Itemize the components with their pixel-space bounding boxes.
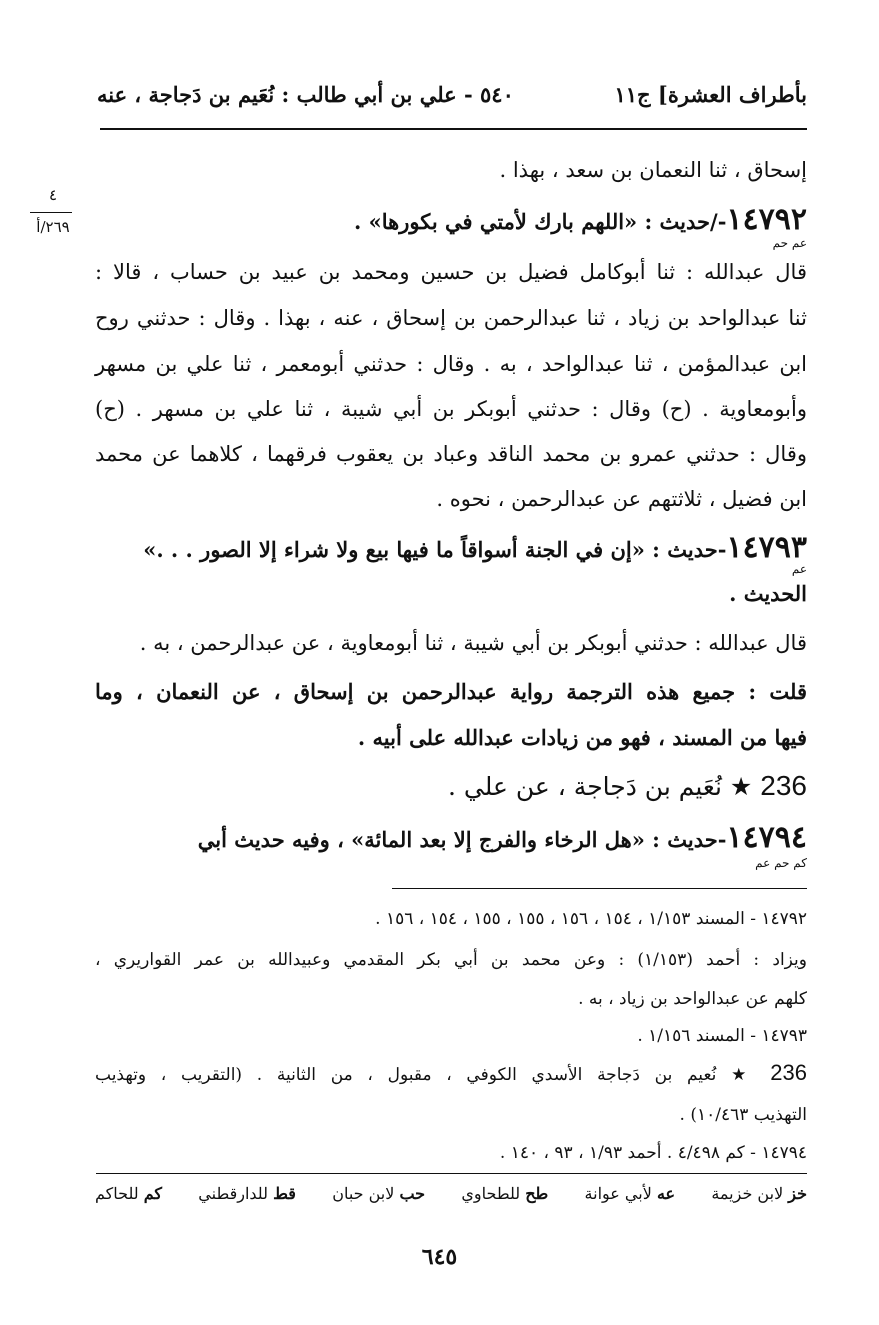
text-line: قال عبدالله : ثنا أبوكامل فضيل بن حسين ومحمد بن عبيد بن حساب ، قالا : <box>95 260 807 284</box>
hadith-heading-14794 <box>95 820 807 858</box>
hadith-text: -حديث : «إن في الجنة أسواقاً ما فيها بيع ولا شراء إلا الصور . . .» <box>143 537 727 562</box>
text-line: ثنا عبدالواحد بن زياد ، ثنا عبدالرحمن بن إسحاق ، عنه ، بهذا . وقال : حدثني روح <box>95 306 807 330</box>
footnote-biography-number: 236 <box>770 1060 807 1085</box>
hadith-heading-14792 <box>95 202 807 240</box>
running-header <box>97 82 807 114</box>
hadith-text: -/حديث : «اللهم بارك لأمتي في بكورها» . <box>354 209 727 234</box>
text-line: قلت : جميع هذه الترجمة رواية عبدالرحمن بن إسحاق ، عن النعمان ، وما <box>95 679 807 704</box>
abbreviation-item: طح للطحاوي <box>461 1184 549 1203</box>
footnote-text: نُعيم بن دَجاجة الأسدي الكوفي ، مقبول ، من الثانية . (التقريب ، وتهذيب <box>95 1065 717 1085</box>
text-line: قال عبدالله : حدثني أبوبكر بن أبي شيبة ، ثنا أبومعاوية ، عن عبدالرحمن ، به . <box>139 631 807 655</box>
header-chapter-title: ٥٤٠ - علي بن أبي طالب : نُعَيم بن دَجاجة ، عنه <box>97 82 514 107</box>
abbreviation-rule <box>96 1173 807 1174</box>
footnote: كلهم عن عبدالواحد بن زياد ، به . <box>578 989 807 1009</box>
biography-heading <box>95 768 807 805</box>
text-line: فيها من المسند ، فهو من زيادات عبدالله على أبيه . <box>357 725 807 750</box>
footnote: ١٤٧٩٣ - المسند ١/١٥٦ . <box>637 1026 807 1046</box>
margin-note-top: ٤ <box>48 186 58 204</box>
source-sigla: كم حم عم <box>755 856 807 870</box>
abbreviation-item: عه لأبي عوانة <box>584 1184 676 1203</box>
abbreviation-item: حب لابن حبان <box>332 1184 426 1203</box>
margin-fraction-bar <box>30 212 72 213</box>
star-icon: ★ <box>731 1065 756 1085</box>
hadith-number: ١٤٧٩٤ <box>726 820 807 855</box>
hadith-text: -حديث : «هل الرخاء والفرج إلا بعد المائة» ، وفيه حديث أبي <box>197 827 727 852</box>
star-icon: ★ <box>729 772 753 801</box>
abbreviation-item: قط للدارقطني <box>198 1184 296 1203</box>
footnote-rule <box>392 888 807 889</box>
text-line: وقال : حدثني عمرو بن محمد الناقد وعباد بن يعقوب فرقهما ، كلاهما عن محمد <box>95 442 807 466</box>
text-line: ابن فضيل ، ثلاثتهم عن عبدالرحمن ، نحوه . <box>436 487 807 511</box>
page-number: ٦٤٥ <box>421 1244 458 1270</box>
text-line: ابن عبدالمؤمن ، ثنا عبدالواحد ، به . وقال : حدثني أبومعمر ، ثنا علي بن مسهر <box>95 352 807 376</box>
header-rule <box>100 128 807 130</box>
footnote: التهذيب ١٠/٤٦٣) . <box>679 1105 807 1125</box>
abbreviation-item: خز لابن خزيمة <box>711 1184 807 1203</box>
hadith-number: ١٤٧٩٢ <box>726 202 807 237</box>
footnote: ويزاد : أحمد (١/١٥٣) : وعن محمد بن أبي بكر المقدمي وعبيدالله بن عمر القواريري ، <box>95 950 807 970</box>
header-book-title: بأطراف العشرة] ج١١ <box>614 82 807 107</box>
hadith-heading-14793 <box>95 530 807 568</box>
abbreviation-key <box>95 1184 807 1203</box>
biography-number: 236 <box>760 770 807 801</box>
margin-note-bottom: ٢٦٩/أ <box>36 218 70 236</box>
footnote-biography <box>95 1058 807 1090</box>
text-line: الحديث . <box>729 581 807 606</box>
text-line: إسحاق ، ثنا النعمان بن سعد ، بهذا . <box>499 158 807 182</box>
abbreviation-item: كم للحاكم <box>95 1184 162 1203</box>
biography-title: نُعَيم بن دَجاجة ، عن علي . <box>448 772 722 801</box>
hadith-number: ١٤٧٩٣ <box>726 530 807 565</box>
source-sigla: عم <box>791 562 807 576</box>
source-sigla: عم حم <box>772 236 807 250</box>
footnote: ١٤٧٩٢ - المسند ١/١٥٣ ، ١٥٤ ، ١٥٦ ، ١٥٥ ، ١٥٥ ، ١٥٤ ، ١٥٦ . <box>375 909 807 929</box>
text-line: وأبومعاوية . (ح) وقال : حدثني أبوبكر بن أبي شيبة ، ثنا علي بن مسهر . (ح) <box>95 397 807 421</box>
footnote: ١٤٧٩٤ - كم ٤/٤٩٨ . أحمد ١/٩٣ ، ٩٣ ، ١٤٠ . <box>499 1143 807 1163</box>
